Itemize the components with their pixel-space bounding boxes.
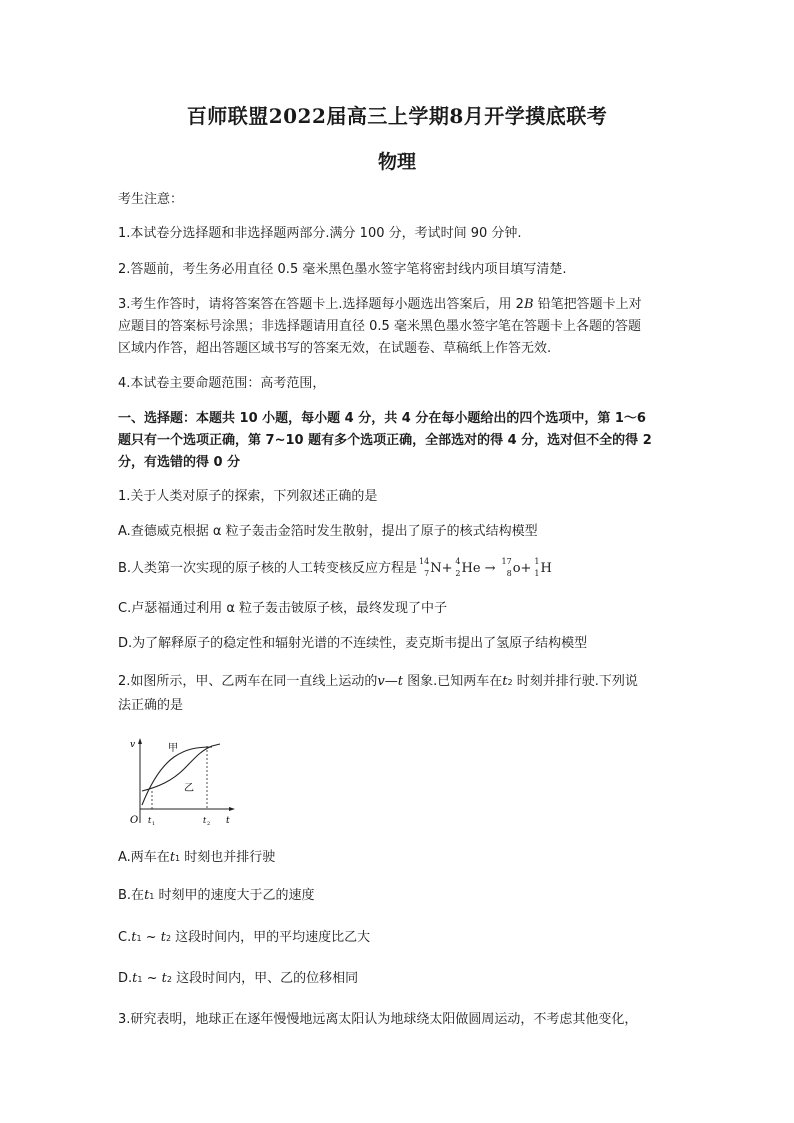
yi-label: 乙: [184, 783, 194, 794]
isotope-he: 4 2: [455, 557, 461, 578]
question-1-stem: 1.关于人类对原子的探索，下列叙述正确的是: [118, 489, 378, 504]
isotope-n: 14 7: [419, 557, 430, 578]
t-axis-arrow: [229, 807, 235, 811]
t2-label: t: [203, 816, 207, 825]
notice-heading: 考生注意：: [118, 192, 184, 207]
option-b-text: B.人类第一次实现的原子核的人工转变核反应方程是: [118, 561, 418, 576]
t1-sub: 1: [152, 821, 156, 827]
reaction-arrow: →: [484, 561, 496, 576]
question-2-option-c: C.t1 ~ t2 这段时间内，甲的平均速度比乙大: [118, 930, 371, 945]
v-label: v: [130, 740, 136, 750]
origin-label: O: [130, 815, 139, 826]
t2-sub: 2: [207, 821, 211, 827]
question-2-option-d: D.t1 ~ t2 这段时间内，甲、乙的位移相同: [118, 971, 359, 986]
question-2-option-a: A.两车在t1 时刻也并排行驶: [118, 850, 276, 865]
curve-yi: [142, 744, 220, 791]
exam-subject: 物理: [377, 151, 416, 173]
notice-item-4: 4.本试卷主要命题范围：高考范围，: [118, 376, 326, 391]
question-2-stem-line-1: 2.如图所示，甲、乙两车在同一直线上运动的v—t 图象.已知两车在t2 时刻并排行驶.下列说: [118, 674, 638, 689]
notice-item-3-pencil-grade: B: [523, 297, 534, 312]
notice-item-3-text-c: 铅笔把答题卡上对: [533, 297, 642, 312]
isotope-o: 17 8: [501, 557, 512, 578]
question-1-option-a: A.查德威克根据 α 粒子轰击金箔时发生散射，提出了原子的核式结构模型: [118, 524, 538, 539]
vt-symbol: v—t: [377, 674, 403, 689]
section-1-line-3: 分，有选错的得 0 分: [118, 455, 241, 470]
t-label: t: [226, 816, 230, 826]
jia-label: 甲: [168, 743, 178, 754]
section-1-line-2: 题只有一个选项正确，第 7~10 题有多个选项正确，全部选对的得 4 分，选对但不全的得 2: [118, 433, 652, 448]
question-1-option-b: [118, 557, 688, 581]
notice-item-2: 2.答题前，考生务必用直径 0.5 毫米黑色墨水签字笔将密封线内项目填写清楚.: [118, 262, 567, 277]
vt-graph: [128, 735, 238, 830]
notice-item-1: 1.本试卷分选择题和非选择题两部分.满分 100 分，考试时间 90 分钟.: [118, 226, 522, 241]
nuclear-equation: 14 7 N+ 4 2 He → 17 8 o+ 1 1 H: [419, 557, 552, 578]
curve-jia: [142, 747, 212, 805]
notice-item-3-line-1: [118, 293, 688, 317]
t1-label: t: [148, 816, 152, 825]
question-1-option-d: D.为了解释原子的稳定性和辐射光谱的不连续性，麦克斯韦提出了氢原子结构模型: [118, 636, 588, 651]
exam-title: 百师联盟2022届高三上学期8月开学摸底联考: [186, 104, 608, 128]
section-1-line-1: 一、选择题：本题共 10 小题，每小题 4 分，共 4 分在每小题给出的四个选项中，第 1～6: [118, 411, 646, 426]
notice-item-3-text-a: 3.考生作答时，请将答案答在答题卡上.选择题每小题选出答案后，用 2: [118, 297, 524, 312]
question-2-option-b: B.在t1 时刻甲的速度大于乙的速度: [118, 888, 315, 903]
question-2-stem-line-2: 法正确的是: [118, 698, 184, 713]
isotope-h: 1 1: [534, 557, 540, 578]
question-3-stem: 3.研究表明，地球正在逐年慢慢地远离太阳认为地球绕太阳做圆周运动，不考虑其他变化，: [118, 1012, 638, 1027]
notice-item-3-line-3: 区域内作答，超出答题区域书写的答案无效，在试题卷、草稿纸上作答无效.: [118, 341, 552, 356]
v-axis-arrow: [138, 738, 142, 744]
question-1-option-c: C.卢瑟福通过利用 α 粒子轰击铍原子核，最终发现了中子: [118, 601, 448, 616]
notice-item-3-line-2: 应题目的答案标号涂黑；非选择题请用直径 0.5 毫米黑色墨水签字笔在答题卡上各题的答题: [118, 319, 641, 334]
